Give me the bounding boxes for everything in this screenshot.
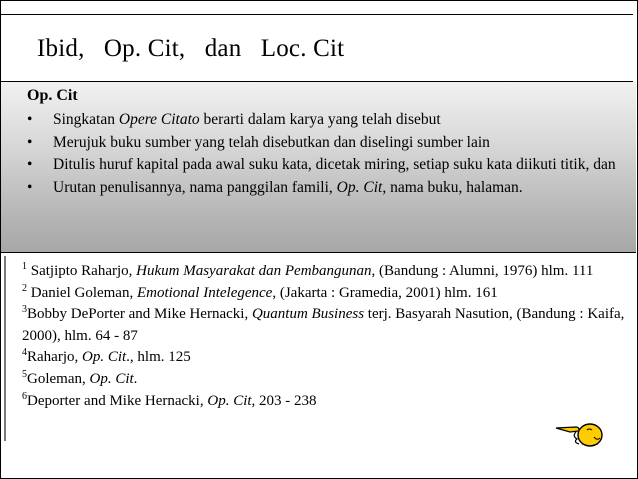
italic-text: Op. Cit [336,178,383,196]
bullet-dot-icon: • [27,133,33,151]
footnote-number: 4 [22,347,27,359]
text-run: , (Jakarta : Gramedia, 2001) hlm. 161 [272,284,498,301]
bullet-dot-icon: • [27,156,33,173]
text-run: Urutan penulisannya, nama panggilan famili, [53,178,337,196]
bullet-dot-icon: • [27,178,33,196]
footnote-number: 3 [22,304,27,316]
text-run: , (Bandung : Alumni, 1976) hlm. 111 [371,263,594,279]
footnote-item [22,347,634,369]
text-run: terj. Basyarah Nasution, (Bandung : Kaifa, 2000), hlm. 64 - 87 [22,306,625,344]
text-run: Goleman, [27,370,90,387]
slide-title: Ibid, Op. Cit, dan Loc. Cit [37,35,345,62]
footnote-number: 6 [22,390,27,402]
text-run: Daniel Goleman, [27,284,137,301]
italic-text: Op. Cit [89,370,134,387]
bullet-item [0,154,620,176]
italic-text: Quantum Business [251,306,365,323]
footnote-number: 2 [22,282,27,294]
italic-text: Op. Cit [81,349,127,366]
title-bar [1,14,633,82]
bullet-item [0,177,620,199]
bullet-list [0,109,620,199]
italic-text: Emotional Intelegence [136,284,273,301]
italic-text: Op. Cit [207,392,252,409]
footnote-list [22,261,634,412]
text-run: Singkatan [53,111,119,128]
italic-text: Hukum Masyarakat dan Pembangunan [136,263,372,279]
bullet-dot-icon: • [27,111,33,128]
text-run: ., hlm. 125 [126,349,191,366]
text-run: Ditulis huruf kapital pada awal suku kata, dicetak miring, setiap suku kata diikuti titik, dan [53,156,616,173]
text-run: berarti dalam karya yang telah disebut [199,111,441,128]
footnote-item [22,283,634,305]
section-heading: Op. Cit [27,87,78,104]
bullet-item [0,109,620,131]
text-run: . [133,370,138,387]
text-run: Merujuk buku sumber yang telah disebutkan dan diselingi sumber lain [53,133,490,151]
bullet-item [0,132,620,154]
text-run: , 203 - 238 [251,392,317,409]
text-run: Deporter and Mike Hernacki, [27,392,208,409]
pointing-hand-icon [554,419,604,449]
footnote-item [22,261,634,283]
text-run: , nama buku, halaman. [382,178,523,196]
text-run: Raharjo, [27,349,82,366]
footnote-number: 5 [22,368,27,380]
text-run: Satjipto Raharjo, [27,263,137,279]
footnote-item [22,369,634,391]
italic-text: Opere Citato [118,111,200,128]
footnote-number: 1 [22,261,27,272]
text-run: Bobby DePorter and Mike Hernacki, [27,306,252,323]
footnote-item [22,391,634,413]
footnote-item [22,304,634,347]
